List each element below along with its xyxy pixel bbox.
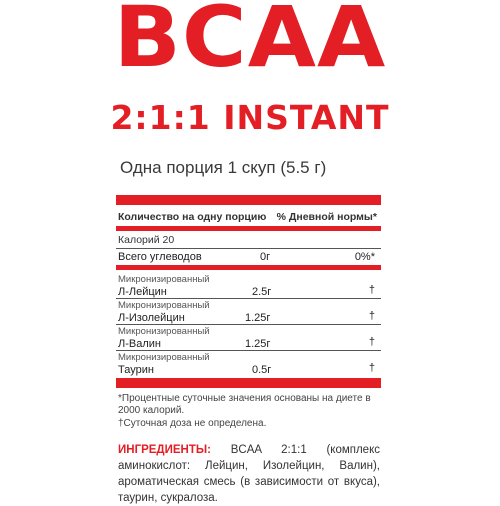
nutrient-row xyxy=(118,326,377,350)
table-bottom-bar xyxy=(116,378,381,388)
nutrient-dv: † xyxy=(368,310,375,322)
table-header xyxy=(118,211,377,223)
ingredients-label: ИНГРЕДИЕНТЫ: xyxy=(118,444,211,456)
nutrient-name: Л-Изолейцин xyxy=(118,312,185,324)
nutrient-prefix: Микронизированный xyxy=(118,300,210,311)
product-subtitle: 2:1:1 INSTANT xyxy=(110,98,390,137)
nutrient-dv: † xyxy=(368,284,375,296)
nutrient-amount: 1.25г xyxy=(245,312,271,324)
carbs-dv: 0%* xyxy=(354,251,375,263)
section-divider-bar xyxy=(116,265,381,270)
nutrient-prefix: Микронизированный xyxy=(118,326,210,337)
ingredients-block xyxy=(118,442,380,506)
nutrient-dv: † xyxy=(368,362,375,374)
nutrient-prefix: Микронизированный xyxy=(118,352,210,363)
nutrient-row xyxy=(118,352,377,376)
carbs-label: Всего углеводов xyxy=(118,251,202,263)
nutrient-prefix: Микронизированный xyxy=(118,274,210,285)
nutrient-dv: † xyxy=(368,336,375,348)
carbs-amount: 0г xyxy=(260,251,271,263)
nutrient-row xyxy=(118,274,377,298)
nutrient-name: Таурин xyxy=(118,364,154,376)
header-amount-per-serving: Количество на одну порцию xyxy=(118,211,267,223)
serving-size: Одна порция 1 скуп (5.5 г) xyxy=(120,158,327,177)
carbs-row xyxy=(118,251,377,263)
calories-label: Калорий 20 xyxy=(118,234,175,246)
row-divider xyxy=(116,248,381,249)
row-divider xyxy=(116,350,381,351)
product-brand-title: BCAA xyxy=(113,0,387,86)
ingredients-text: BCAA 2:1:1 (комплекс аминокислот: Лейцин, Изолейцин, Валин), ароматическая смесь (в зависимости от вкуса), таурин, сукралоза. xyxy=(118,444,380,504)
row-divider xyxy=(116,324,381,325)
nutrient-amount: 1.25г xyxy=(245,338,271,350)
footnote-daily-values: *Процентные суточные значения основаны на диете в 2000 калорий. xyxy=(118,393,371,416)
table-top-bar xyxy=(116,195,381,205)
nutrient-name: Л-Валин xyxy=(118,338,161,350)
nutrient-name: Л-Лейцин xyxy=(118,286,167,298)
header-divider-bar xyxy=(116,226,381,231)
footnote-dose: †Суточная доза не определена. xyxy=(118,418,267,429)
nutrient-amount: 0.5г xyxy=(252,364,272,376)
nutrient-amount: 2.5г xyxy=(252,286,272,298)
row-divider xyxy=(116,298,381,299)
header-daily-value: % Дневной нормы* xyxy=(276,211,377,223)
calories-row xyxy=(118,234,377,246)
nutrient-row xyxy=(118,300,377,324)
